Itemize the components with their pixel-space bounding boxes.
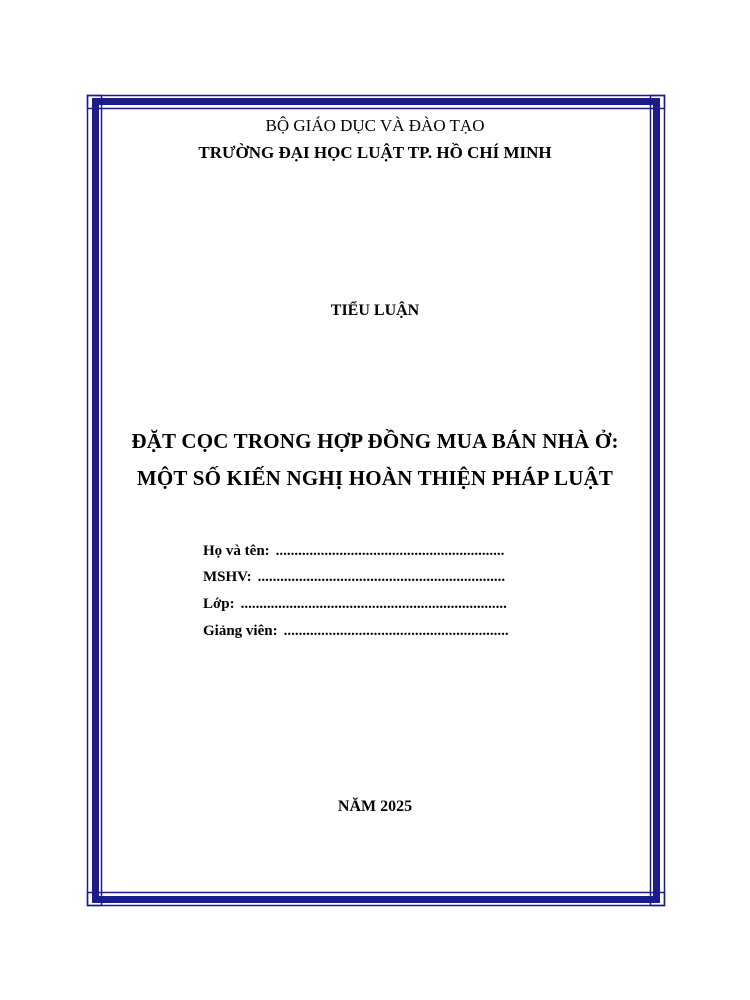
field-label: MSHV: [203, 569, 252, 585]
field-label: Giảng viên: [203, 623, 278, 639]
field-fill-line: .................................................................. [257, 569, 506, 585]
corner-ornaments [88, 96, 665, 906]
field-student-id [203, 569, 533, 589]
field-label: Họ và tên: [203, 543, 270, 559]
field-fill-line: ............................................................. [275, 543, 505, 559]
year: NĂM 2025 [337, 798, 413, 815]
title-line-2: MỘT SỐ KIẾN NGHỊ HOÀN THIỆN PHÁP LUẬT [136, 466, 614, 490]
field-class [203, 596, 533, 616]
university-name: TRƯỜNG ĐẠI HỌC LUẬT TP. HỒ CHÍ MINH [198, 143, 552, 162]
field-label: Lớp: [203, 596, 235, 612]
document-type: TIỂU LUẬN [330, 302, 420, 319]
ministry-name: BỘ GIÁO DỤC VÀ ĐÀO TẠO [265, 116, 485, 135]
field-fill-line: ....................................................................... [240, 596, 507, 612]
field-fill-line: ............................................................ [283, 623, 509, 639]
field-lecturer [203, 623, 533, 643]
field-full-name [203, 543, 533, 563]
title-line-1: ĐẶT CỌC TRONG HỢP ĐỒNG MUA BÁN NHÀ Ở: [131, 429, 619, 453]
